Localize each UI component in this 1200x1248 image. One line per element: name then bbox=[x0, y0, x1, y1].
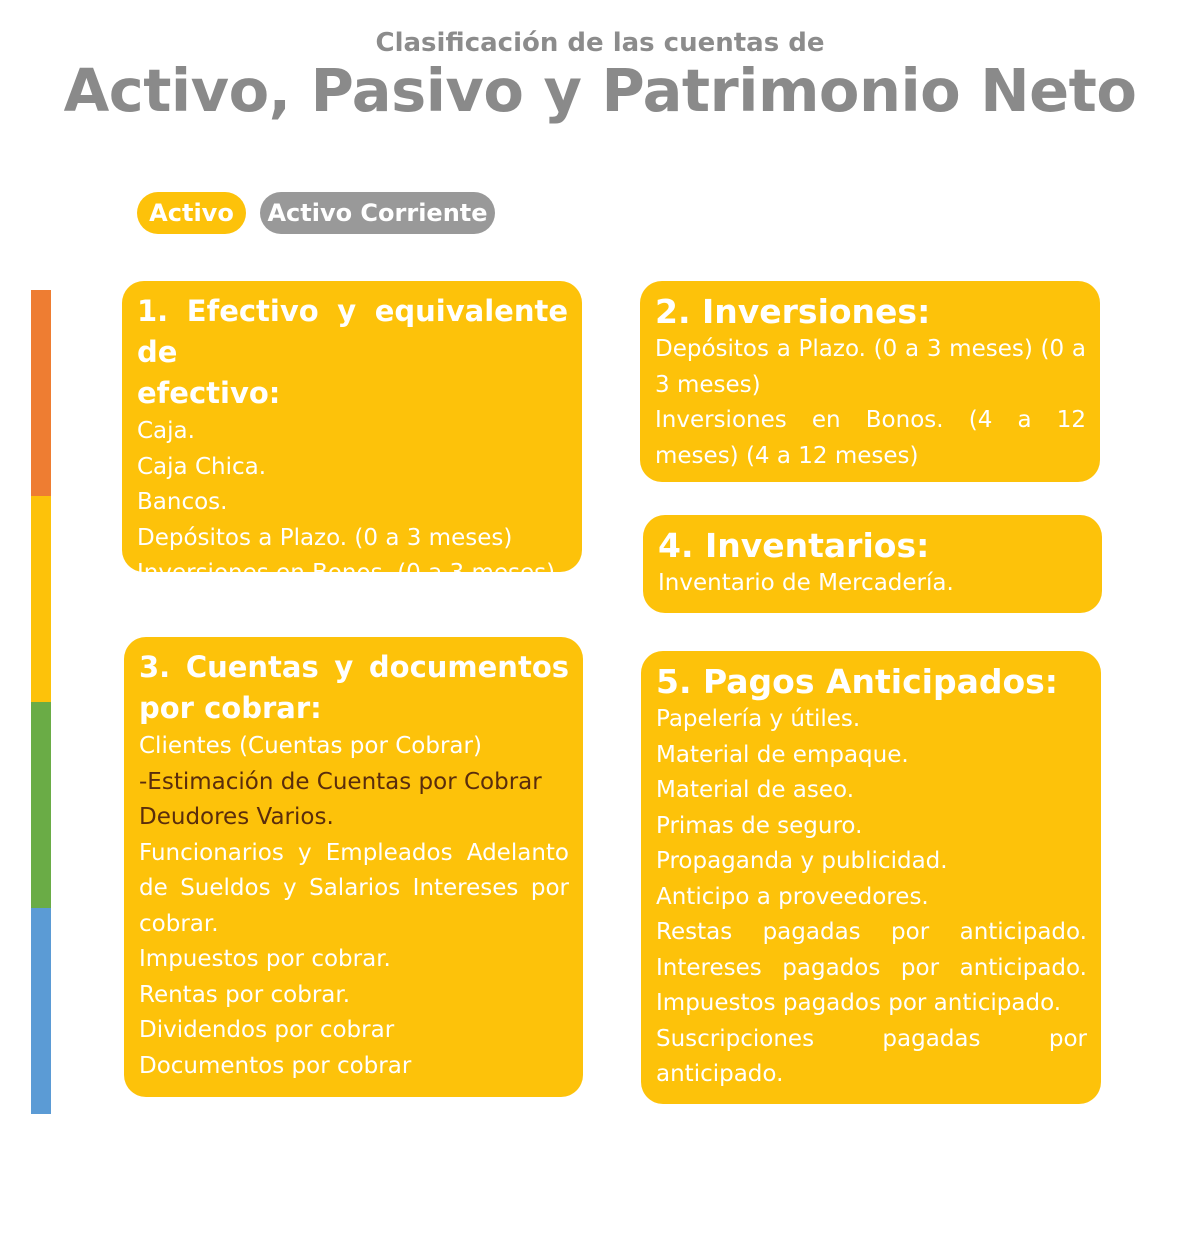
list-item: Material de aseo. bbox=[656, 777, 855, 803]
color-bar-blue bbox=[31, 908, 51, 1114]
list-item: Funcionarios y Empleados Adelanto de Sueldos y Salarios Intereses por cobrar. bbox=[139, 839, 569, 937]
list-item: Depósitos a Plazo. (0 a 3 meses) (0 a 3 meses) bbox=[655, 336, 1086, 398]
list-item: Dividendos por cobrar bbox=[139, 1017, 395, 1043]
list-item: Caja Chica. bbox=[137, 453, 267, 480]
tag-activo: Activo bbox=[137, 192, 246, 234]
subtitle: Clasificación de las cuentas de bbox=[375, 28, 825, 58]
card-inventarios bbox=[643, 515, 1102, 613]
color-bar-green bbox=[31, 702, 51, 908]
list-item: Depósitos a Plazo. (0 a 3 meses) bbox=[137, 524, 513, 551]
list-item: Documentos por cobrar bbox=[139, 1052, 412, 1079]
list-item: Propaganda y publicidad. bbox=[656, 848, 948, 874]
list-item: Inventario de Mercadería. bbox=[658, 570, 954, 596]
list-item: Clientes (Cuentas por Cobrar) bbox=[139, 733, 482, 759]
list-item: Rentas por cobrar. bbox=[139, 981, 351, 1008]
card-heading-line: 1. Efectivo y equivalente de bbox=[137, 294, 568, 369]
color-bar-yellow bbox=[31, 496, 51, 702]
list-item: Restas pagadas por anticipado. bbox=[656, 919, 1087, 945]
list-item: Inversiones en Bonos. (4 a 12 meses) (4 a 12 meses) bbox=[655, 407, 1086, 469]
card-heading-line: por cobrar: bbox=[139, 691, 322, 725]
list-item: Impuestos pagados por anticipado. bbox=[656, 990, 1062, 1016]
card-efectivo bbox=[122, 281, 582, 586]
list-item: Caja. bbox=[137, 418, 195, 444]
list-item: Papelería y útiles. bbox=[656, 706, 861, 732]
color-bar-orange bbox=[31, 290, 51, 496]
list-item: Intereses pagados por anticipado. bbox=[656, 954, 1087, 981]
list-item: Deudores Varios. bbox=[139, 804, 334, 830]
list-item: Bancos. bbox=[137, 489, 228, 515]
list-item: Impuestos por cobrar. bbox=[139, 946, 391, 972]
card-inversiones bbox=[640, 281, 1100, 482]
card-heading bbox=[137, 291, 568, 414]
list-item: -Estimación de Cuentas por Cobrar bbox=[139, 768, 542, 795]
card-heading bbox=[139, 647, 569, 729]
card-heading: 5. Pagos Anticipados: bbox=[656, 662, 1058, 701]
list-item: Anticipo a proveedores. bbox=[656, 883, 929, 910]
card-heading-line: 3. Cuentas y documentos bbox=[139, 650, 569, 684]
list-item: Material de empaque. bbox=[656, 741, 909, 768]
card-pagos-anticipados bbox=[641, 651, 1101, 1104]
tag-activo-corriente: Activo Corriente bbox=[260, 192, 495, 234]
list-item: Inversiones en Bonos. (0 a 3 meses) bbox=[137, 560, 556, 586]
card-heading: 2. Inversiones: bbox=[655, 292, 931, 331]
page-title: Activo, Pasivo y Patrimonio Neto bbox=[63, 56, 1137, 125]
card-cuentas-por-cobrar bbox=[124, 637, 583, 1097]
card-heading: 4. Inventarios: bbox=[658, 526, 930, 565]
card-heading-line: efectivo: bbox=[137, 376, 281, 410]
list-item: Primas de seguro. bbox=[656, 812, 863, 839]
list-item: Suscripciones pagadas por anticipado. bbox=[656, 1025, 1087, 1087]
